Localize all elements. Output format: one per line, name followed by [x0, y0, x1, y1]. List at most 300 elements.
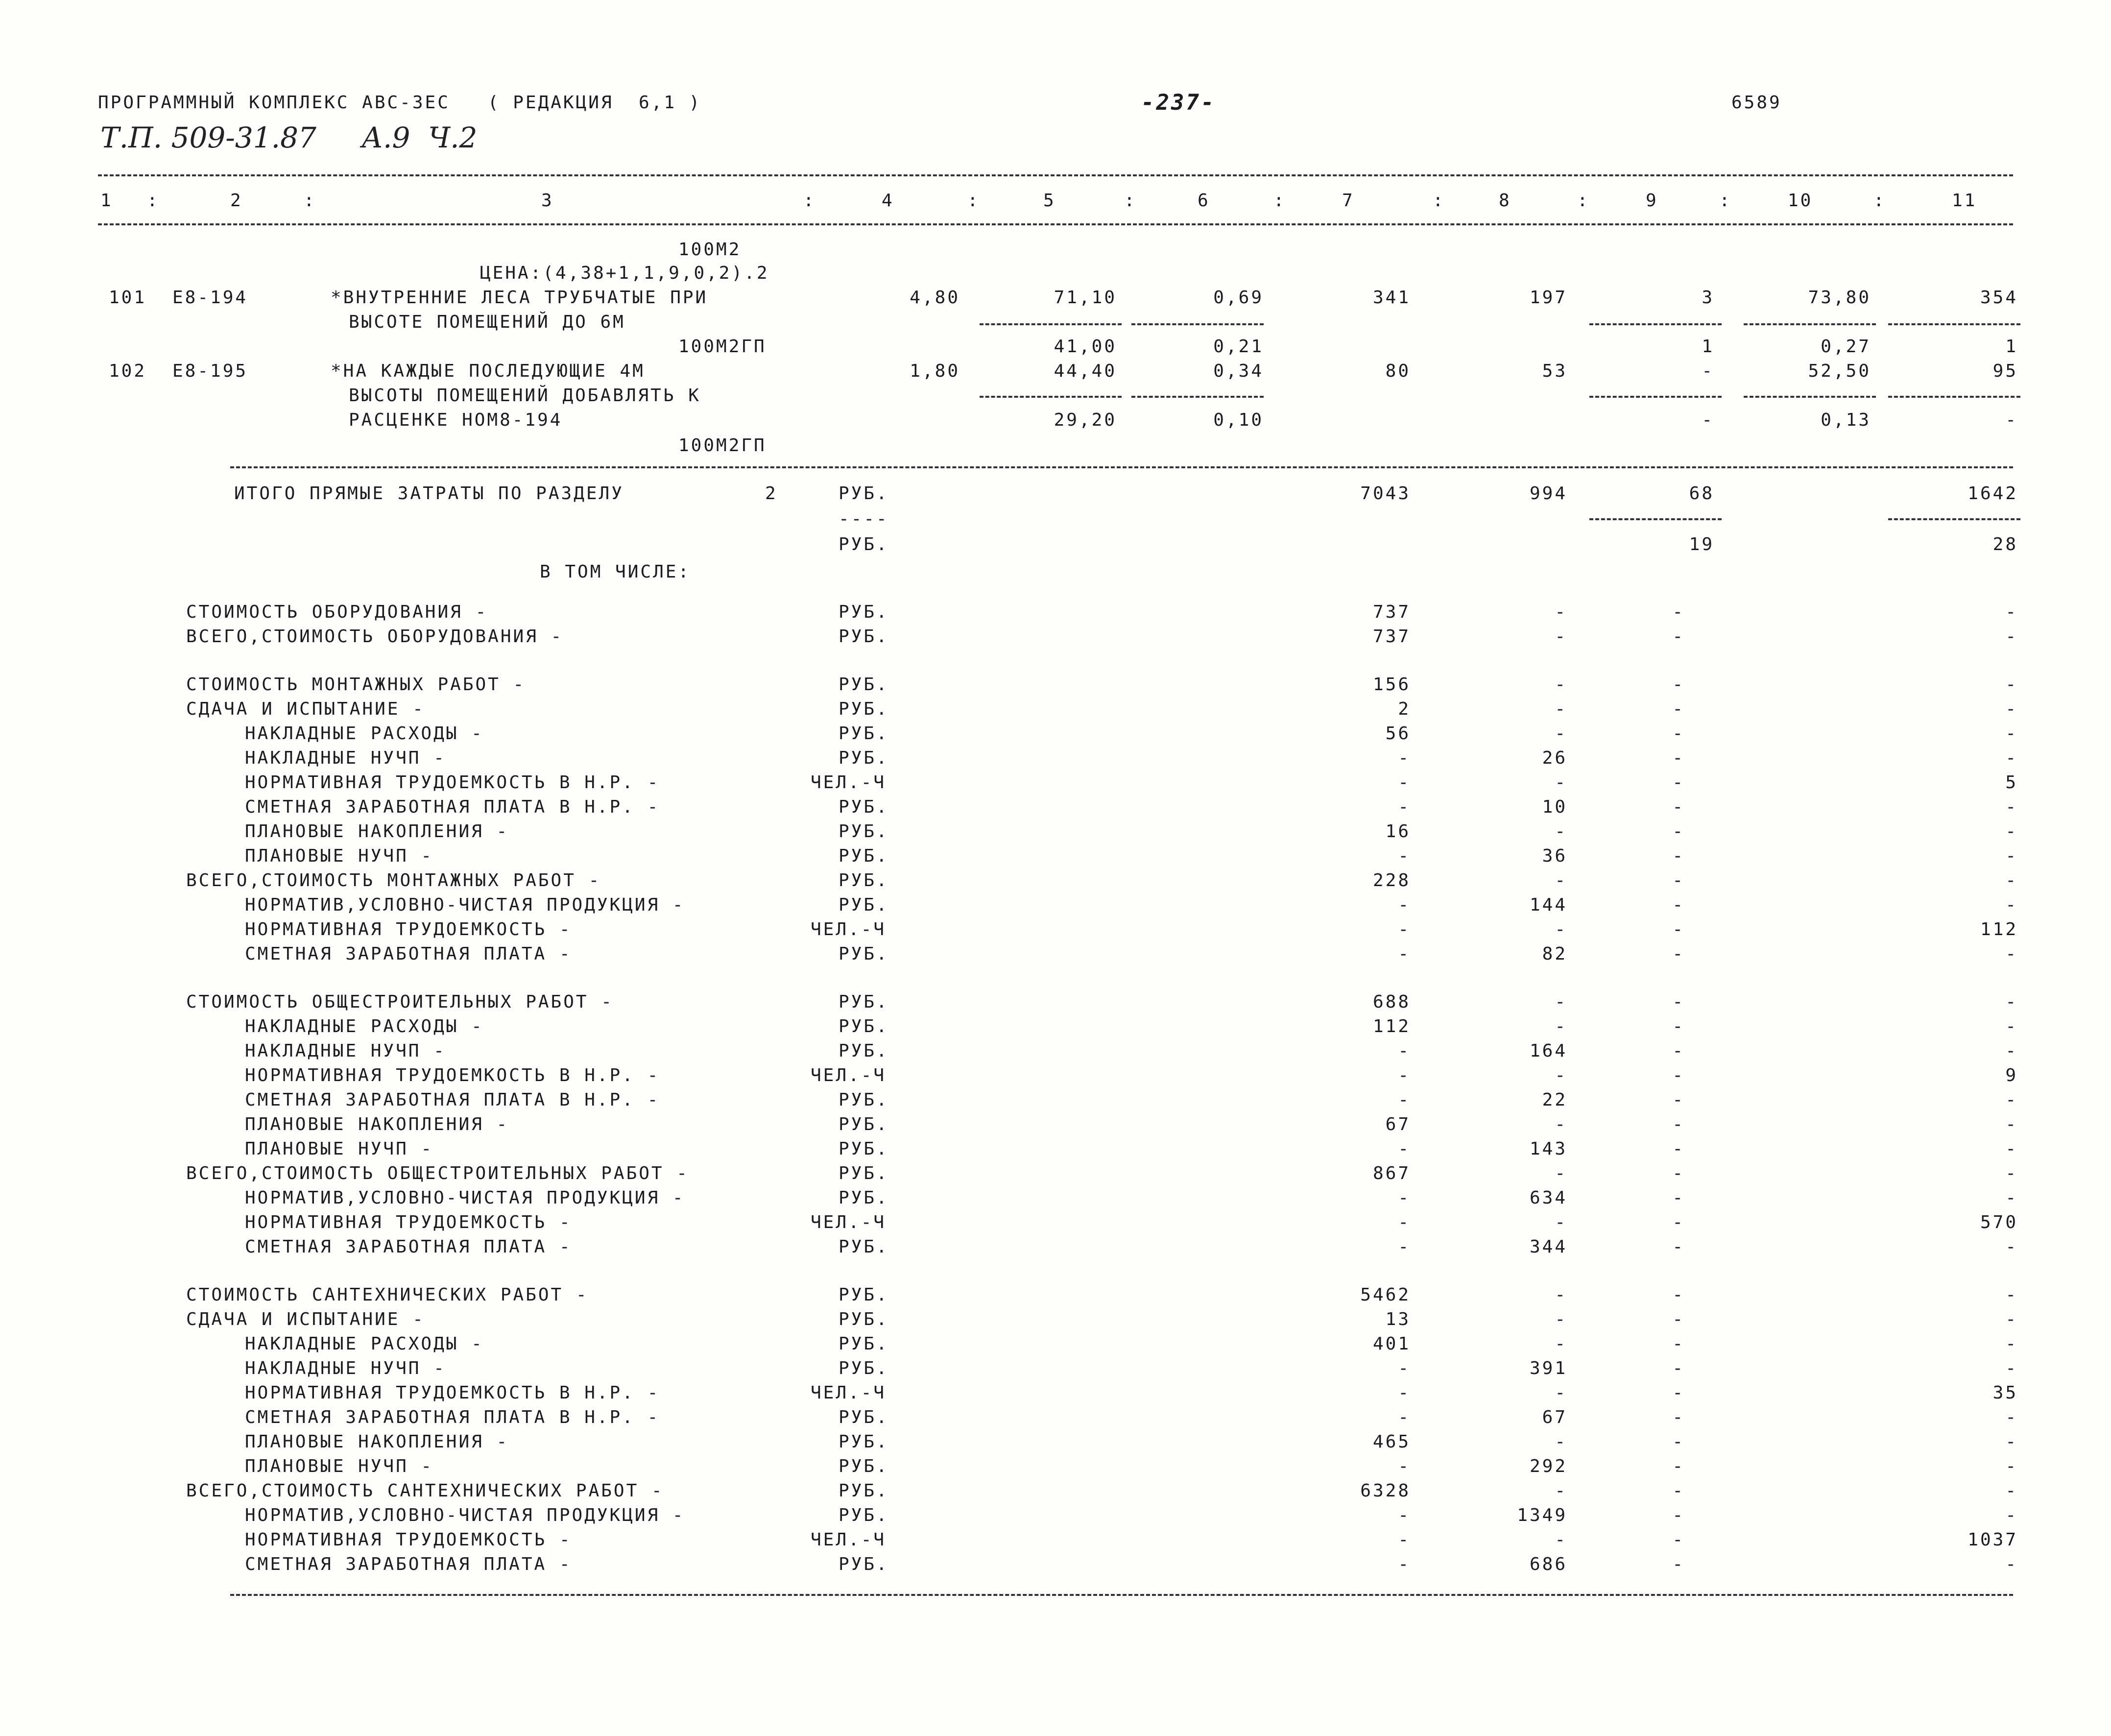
column-number: 8: [1499, 191, 1511, 211]
summary-c8: -: [1555, 1163, 1567, 1183]
total-c11: 1642: [1967, 483, 2018, 504]
summary-c11: -: [2005, 1456, 2018, 1476]
summary-label: СТОИМОСТЬ ОБЩЕСТРОИТЕЛЬНЫХ РАБОТ -: [186, 992, 614, 1012]
summary-c9: -: [1672, 1334, 1685, 1354]
row102-c6b: 0,10: [1213, 410, 1264, 430]
total-unit2: РУБ.: [839, 534, 889, 555]
total-unit-underline: ----: [839, 509, 889, 529]
summary-label: НОРМАТИВНАЯ ТРУДОЕМКОСТЬ -: [245, 1212, 572, 1232]
summary-c8: -: [1555, 772, 1567, 793]
summary-label: СМЕТНАЯ ЗАРАБОТНАЯ ПЛАТА -: [245, 1237, 572, 1257]
summary-label: СМЕТНАЯ ЗАРАБОТНАЯ ПЛАТА В Н.Р. -: [245, 1407, 660, 1427]
summary-c9: -: [1672, 919, 1685, 940]
summary-c11: -: [2005, 675, 2018, 695]
summary-c9: -: [1672, 870, 1685, 891]
total-c9b: 19: [1689, 534, 1714, 555]
summary-unit: РУБ.: [839, 1456, 889, 1476]
summary-c8: -: [1555, 1383, 1567, 1403]
summary-c11: -: [2005, 992, 2018, 1012]
summary-c11: -: [2005, 1139, 2018, 1159]
total-c7: 7043: [1360, 483, 1411, 504]
header-rule: [98, 223, 2013, 225]
summary-c9: -: [1672, 1041, 1685, 1061]
summary-c8: -: [1555, 699, 1567, 719]
summary-c8: -: [1555, 919, 1567, 940]
total-c11-rule: [1888, 518, 2020, 520]
summary-c9: -: [1672, 1554, 1685, 1574]
summary-unit: ЧЕЛ.-Ч: [811, 1530, 887, 1550]
column-separator: :: [147, 191, 160, 211]
summary-c11: -: [2005, 846, 2018, 866]
summary-label: НОРМАТИВНАЯ ТРУДОЕМКОСТЬ В Н.Р. -: [245, 772, 660, 793]
row102-unit: 100М2ГП: [678, 435, 767, 456]
summary-label: НОРМАТИВНАЯ ТРУДОЕМКОСТЬ В Н.Р. -: [245, 1065, 660, 1085]
summary-c7: 16: [1385, 821, 1411, 842]
summary-unit: РУБ.: [839, 944, 889, 964]
summary-unit: РУБ.: [839, 1481, 889, 1501]
summary-unit: ЧЕЛ.-Ч: [811, 919, 887, 940]
row101-c4: 4,80: [910, 288, 960, 308]
summary-label: СТОИМОСТЬ МОНТАЖНЫХ РАБОТ -: [186, 675, 526, 695]
summary-c11: -: [2005, 821, 2018, 842]
summary-c7: 112: [1372, 1016, 1411, 1037]
summary-c8: 634: [1529, 1188, 1567, 1208]
summary-c9: -: [1672, 1114, 1685, 1134]
summary-c11: -: [2005, 895, 2018, 915]
row101-c11b: 1: [2005, 337, 2018, 357]
summary-label: СДАЧА И ИСПЫТАНИЕ -: [186, 699, 425, 719]
summary-label: НАКЛАДНЫЕ РАСХОДЫ -: [245, 1334, 484, 1354]
summary-c11: 9: [2005, 1065, 2018, 1085]
summary-c8: -: [1555, 1481, 1567, 1501]
summary-label: ВСЕГО,СТОИМОСТЬ МОНТАЖНЫХ РАБОТ -: [186, 870, 601, 891]
row102-c10a: 52,50: [1808, 361, 1871, 381]
summary-c11: -: [2005, 1114, 2018, 1134]
summary-c9: -: [1672, 1530, 1685, 1550]
including-label: В ТОМ ЧИСЛЕ:: [540, 562, 691, 582]
row101-c10a: 73,80: [1808, 288, 1871, 308]
summary-label: НОРМАТИВНАЯ ТРУДОЕМКОСТЬ -: [245, 1530, 572, 1550]
summary-c8: 144: [1529, 895, 1567, 915]
summary-c9: -: [1672, 1285, 1685, 1305]
handwritten-project-ref: Т.П. 509-31.87 А.9 Ч.2: [100, 121, 478, 154]
summary-c11: -: [2005, 1309, 2018, 1329]
summary-c11: -: [2005, 1188, 2018, 1208]
summary-c11: -: [2005, 627, 2018, 647]
summary-unit: РУБ.: [839, 992, 889, 1012]
summary-c11: -: [2005, 1554, 2018, 1574]
row102-c9-rule: [1589, 396, 1722, 398]
summary-c11: 570: [1980, 1212, 2018, 1232]
summary-c11: -: [2005, 1505, 2018, 1525]
summary-c8: 22: [1542, 1090, 1567, 1110]
summary-c8: -: [1555, 723, 1567, 744]
summary-unit: ЧЕЛ.-Ч: [811, 1383, 887, 1403]
summary-unit: РУБ.: [839, 627, 889, 647]
summary-c8: -: [1555, 1285, 1567, 1305]
row101-c10b: 0,27: [1821, 337, 1871, 357]
row102-c11b: -: [2005, 410, 2018, 430]
summary-c7: -: [1398, 797, 1411, 817]
row101-c5-rule: [980, 323, 1122, 325]
summary-c9: -: [1672, 675, 1685, 695]
summary-c11: -: [2005, 1016, 2018, 1037]
summary-c11: -: [2005, 1041, 2018, 1061]
summary-label: ПЛАНОВЫЕ НАКОПЛЕНИЯ -: [245, 1114, 509, 1134]
summary-label: НАКЛАДНЫЕ НУЧП -: [245, 1358, 446, 1378]
summary-c7: -: [1398, 1554, 1411, 1574]
summary-label: ВСЕГО,СТОИМОСТЬ ОБЩЕСТРОИТЕЛЬНЫХ РАБОТ -: [186, 1163, 689, 1183]
summary-c8: 164: [1529, 1041, 1567, 1061]
summary-unit: РУБ.: [839, 1505, 889, 1525]
summary-unit: РУБ.: [839, 675, 889, 695]
row101-c8: 197: [1529, 288, 1567, 308]
summary-c9: -: [1672, 1383, 1685, 1403]
row101-c6-rule: [1131, 323, 1264, 325]
summary-c9: -: [1672, 944, 1685, 964]
row101-c6a: 0,69: [1213, 288, 1264, 308]
summary-unit: РУБ.: [839, 1237, 889, 1257]
summary-c7: -: [1398, 1139, 1411, 1159]
summary-c8: 292: [1529, 1456, 1567, 1476]
column-separator: :: [1273, 191, 1286, 211]
row101-code: Е8-194: [172, 288, 248, 308]
summary-label: ПЛАНОВЫЕ НУЧП -: [245, 1139, 434, 1159]
summary-c9: -: [1672, 1163, 1685, 1183]
column-number: 3: [541, 191, 554, 211]
summary-c7: -: [1398, 1065, 1411, 1085]
summary-label: НАКЛАДНЫЕ РАСХОДЫ -: [245, 1016, 484, 1037]
summary-c7: -: [1398, 1237, 1411, 1257]
summary-label: ПЛАНОВЫЕ НУЧП -: [245, 846, 434, 866]
summary-c7: 6328: [1360, 1481, 1411, 1501]
summary-c7: -: [1398, 895, 1411, 915]
row102-c6a: 0,34: [1213, 361, 1264, 381]
summary-label: НАКЛАДНЫЕ НУЧП -: [245, 1041, 446, 1061]
row102-desc3: РАСЦЕНКЕ НОМ8-194: [349, 410, 563, 430]
summary-c11: -: [2005, 870, 2018, 891]
summary-c9: -: [1672, 1309, 1685, 1329]
summary-c7: -: [1398, 772, 1411, 793]
column-separator: :: [1577, 191, 1590, 211]
summary-label: СМЕТНАЯ ЗАРАБОТНАЯ ПЛАТА -: [245, 1554, 572, 1574]
summary-c11: 1037: [1967, 1530, 2018, 1550]
row101-c5a: 71,10: [1054, 288, 1117, 308]
column-number: 1: [100, 191, 113, 211]
summary-c9: -: [1672, 699, 1685, 719]
top-rule: [98, 174, 2013, 176]
summary-c11: -: [2005, 797, 2018, 817]
summary-c8: -: [1555, 1334, 1567, 1354]
summary-c11: -: [2005, 723, 2018, 744]
summary-c7: -: [1398, 748, 1411, 768]
column-number: 4: [882, 191, 894, 211]
row102-num: 102: [109, 361, 147, 381]
summary-c9: -: [1672, 723, 1685, 744]
row102-desc2: ВЫСОТЫ ПОМЕЩЕНИЙ ДОБАВЛЯТЬ К: [349, 386, 701, 406]
summary-unit: РУБ.: [839, 1407, 889, 1427]
summary-c7: 401: [1372, 1334, 1411, 1354]
summary-c9: -: [1672, 1188, 1685, 1208]
summary-unit: РУБ.: [839, 1554, 889, 1574]
summary-c8: -: [1555, 1432, 1567, 1452]
row102-c4: 1,80: [910, 361, 960, 381]
row102-c10-rule: [1744, 396, 1876, 398]
summary-c9: -: [1672, 992, 1685, 1012]
column-number: 9: [1646, 191, 1658, 211]
summary-c7: 737: [1372, 602, 1411, 622]
summary-c8: -: [1555, 1114, 1567, 1134]
summary-unit: РУБ.: [839, 821, 889, 842]
row102-code: Е8-195: [172, 361, 248, 381]
row102-desc1: *НА КАЖДЫЕ ПОСЛЕДУЮЩИЕ 4М: [331, 361, 645, 381]
summary-c8: -: [1555, 675, 1567, 695]
summary-label: ПЛАНОВЫЕ НАКОПЛЕНИЯ -: [245, 821, 509, 842]
summary-c8: -: [1555, 602, 1567, 622]
summary-unit: РУБ.: [839, 1188, 889, 1208]
summary-c8: 344: [1529, 1237, 1567, 1257]
summary-c11: -: [2005, 1285, 2018, 1305]
summary-label: ПЛАНОВЫЕ НАКОПЛЕНИЯ -: [245, 1432, 509, 1452]
summary-label: ПЛАНОВЫЕ НУЧП -: [245, 1456, 434, 1476]
summary-c8: 67: [1542, 1407, 1567, 1427]
column-separator: :: [1433, 191, 1445, 211]
row102-c9a: -: [1702, 361, 1714, 381]
row102-c10b: 0,13: [1821, 410, 1871, 430]
summary-c7: -: [1398, 1383, 1411, 1403]
summary-label: ВСЕГО,СТОИМОСТЬ САНТЕХНИЧЕСКИХ РАБОТ -: [186, 1481, 664, 1501]
row102-c11a: 95: [1992, 361, 2018, 381]
summary-label: ВСЕГО,СТОИМОСТЬ ОБОРУДОВАНИЯ -: [186, 627, 564, 647]
column-number: 2: [230, 191, 243, 211]
summary-c9: -: [1672, 1481, 1685, 1501]
summary-unit: РУБ.: [839, 748, 889, 768]
row101-unit: 100М2ГП: [678, 337, 767, 357]
summary-c7: 156: [1372, 675, 1411, 695]
column-separator: :: [304, 191, 316, 211]
row102-c7: 80: [1385, 361, 1411, 381]
page-number: -237-: [1141, 90, 1216, 115]
summary-c11: 5: [2005, 772, 2018, 793]
row101-c9a: 3: [1702, 288, 1714, 308]
summary-c7: 5462: [1360, 1285, 1411, 1305]
summary-c9: -: [1672, 602, 1685, 622]
total-c9-rule: [1589, 518, 1722, 520]
summary-c11: 112: [1980, 919, 2018, 940]
summary-c7: 465: [1372, 1432, 1411, 1452]
row102-c5b: 29,20: [1054, 410, 1117, 430]
summary-c7: -: [1398, 1456, 1411, 1476]
document-code: 6589: [1731, 93, 1782, 113]
summary-c7: 688: [1372, 992, 1411, 1012]
summary-unit: РУБ.: [839, 1285, 889, 1305]
summary-c9: -: [1672, 1358, 1685, 1378]
summary-c11: -: [2005, 699, 2018, 719]
summary-unit: ЧЕЛ.-Ч: [811, 1212, 887, 1232]
column-separator: :: [1719, 191, 1732, 211]
summary-c8: -: [1555, 992, 1567, 1012]
summary-c11: -: [2005, 1358, 2018, 1378]
summary-c9: -: [1672, 1090, 1685, 1110]
total-section: 2: [765, 483, 778, 504]
row102-c5-rule: [980, 396, 1122, 398]
summary-label: НОРМАТИВ,УСЛОВНО-ЧИСТАЯ ПРОДУКЦИЯ -: [245, 1505, 685, 1525]
column-number: 5: [1043, 191, 1056, 211]
summary-label: НАКЛАДНЫЕ РАСХОДЫ -: [245, 723, 484, 744]
bottom-rule: [230, 1594, 2013, 1596]
summary-c11: -: [2005, 1163, 2018, 1183]
summary-c9: -: [1672, 1432, 1685, 1452]
summary-c7: 56: [1385, 723, 1411, 744]
summary-unit: РУБ.: [839, 1309, 889, 1329]
summary-c7: -: [1398, 1188, 1411, 1208]
total-c11b: 28: [1992, 534, 2018, 555]
summary-c9: -: [1672, 1016, 1685, 1037]
total-c8: 994: [1529, 483, 1567, 504]
column-separator: :: [803, 191, 816, 211]
summary-c8: 26: [1542, 748, 1567, 768]
row101-num: 101: [109, 288, 147, 308]
summary-c7: -: [1398, 1090, 1411, 1110]
summary-c11: -: [2005, 944, 2018, 964]
summary-c9: -: [1672, 1456, 1685, 1476]
summary-c8: -: [1555, 870, 1567, 891]
summary-unit: РУБ.: [839, 1090, 889, 1110]
column-number: 6: [1198, 191, 1210, 211]
summary-c9: -: [1672, 748, 1685, 768]
row101-c9b: 1: [1702, 337, 1714, 357]
summary-unit: РУБ.: [839, 846, 889, 866]
summary-c7: -: [1398, 1358, 1411, 1378]
summary-c7: -: [1398, 1505, 1411, 1525]
summary-c7: -: [1398, 919, 1411, 940]
summary-label: СМЕТНАЯ ЗАРАБОТНАЯ ПЛАТА -: [245, 944, 572, 964]
summary-label: НОРМАТИВНАЯ ТРУДОЕМКОСТЬ -: [245, 919, 572, 940]
row101-c11a: 354: [1980, 288, 2018, 308]
summary-c8: 686: [1529, 1554, 1567, 1574]
summary-c7: -: [1398, 846, 1411, 866]
row101-c10-rule: [1744, 323, 1876, 325]
summary-unit: РУБ.: [839, 723, 889, 744]
summary-unit: РУБ.: [839, 1163, 889, 1183]
summary-c7: -: [1398, 944, 1411, 964]
summary-c11: -: [2005, 1432, 2018, 1452]
total-c9: 68: [1689, 483, 1714, 504]
row102-c6-rule: [1131, 396, 1264, 398]
summary-label: НОРМАТИВ,УСЛОВНО-ЧИСТАЯ ПРОДУКЦИЯ -: [245, 1188, 685, 1208]
summary-c9: -: [1672, 1139, 1685, 1159]
column-number: 7: [1342, 191, 1355, 211]
summary-unit: ЧЕЛ.-Ч: [811, 772, 887, 793]
row102-c11-rule: [1888, 396, 2020, 398]
row101-c6b: 0,21: [1213, 337, 1264, 357]
summary-c7: 228: [1372, 870, 1411, 891]
summary-label: НОРМАТИВНАЯ ТРУДОЕМКОСТЬ В Н.Р. -: [245, 1383, 660, 1403]
row102-c5a: 44,40: [1054, 361, 1117, 381]
summary-c8: 143: [1529, 1139, 1567, 1159]
summary-c9: -: [1672, 797, 1685, 817]
summary-c7: 13: [1385, 1309, 1411, 1329]
summary-unit: РУБ.: [839, 870, 889, 891]
summary-c9: -: [1672, 772, 1685, 793]
summary-c8: -: [1555, 1212, 1567, 1232]
row102-c9b: -: [1702, 410, 1714, 430]
summary-c11: -: [2005, 748, 2018, 768]
summary-c9: -: [1672, 1505, 1685, 1525]
summary-label: СДАЧА И ИСПЫТАНИЕ -: [186, 1309, 425, 1329]
column-number: 10: [1788, 191, 1813, 211]
summary-label: СТОИМОСТЬ ОБОРУДОВАНИЯ -: [186, 602, 488, 622]
column-separator: :: [1873, 191, 1886, 211]
summary-label: СМЕТНАЯ ЗАРАБОТНАЯ ПЛАТА В Н.Р. -: [245, 797, 660, 817]
summary-c8: -: [1555, 1016, 1567, 1037]
summary-c7: 2: [1398, 699, 1411, 719]
total-unit: РУБ.: [839, 483, 889, 504]
price-formula: ЦЕНА:(4,38+1,1,9,0,2).2: [480, 263, 769, 283]
total-label: ИТОГО ПРЯМЫЕ ЗАТРАТЫ ПО РАЗДЕЛУ: [234, 483, 624, 504]
summary-c9: -: [1672, 821, 1685, 842]
summary-unit: РУБ.: [839, 1139, 889, 1159]
summary-c8: -: [1555, 1309, 1567, 1329]
summary-unit: РУБ.: [839, 1114, 889, 1134]
column-separator: :: [967, 191, 980, 211]
summary-c11: -: [2005, 1407, 2018, 1427]
unit-top: 100М2: [678, 240, 742, 260]
summary-c7: 737: [1372, 627, 1411, 647]
program-header: ПРОГРАММНЫЙ КОМПЛЕКС АВС-3ЕС ( РЕДАКЦИЯ 6,1 ): [98, 93, 702, 113]
summary-c9: -: [1672, 1065, 1685, 1085]
summary-c11: -: [2005, 602, 2018, 622]
summary-c11: -: [2005, 1090, 2018, 1110]
row101-c9-rule: [1589, 323, 1722, 325]
summary-c7: -: [1398, 1041, 1411, 1061]
summary-unit: РУБ.: [839, 699, 889, 719]
column-number: 11: [1952, 191, 1977, 211]
summary-c9: -: [1672, 846, 1685, 866]
row101-c7: 341: [1372, 288, 1411, 308]
summary-c11: -: [2005, 1334, 2018, 1354]
summary-unit: РУБ.: [839, 1016, 889, 1037]
summary-c7: -: [1398, 1212, 1411, 1232]
row101-c5b: 41,00: [1054, 337, 1117, 357]
summary-unit: РУБ.: [839, 797, 889, 817]
summary-unit: РУБ.: [839, 602, 889, 622]
summary-c7: 67: [1385, 1114, 1411, 1134]
summary-label: НАКЛАДНЫЕ НУЧП -: [245, 748, 446, 768]
row101-desc1: *ВНУТРЕННИЕ ЛЕСА ТРУБЧАТЫЕ ПРИ: [331, 288, 708, 308]
summary-unit: РУБ.: [839, 1334, 889, 1354]
summary-c9: -: [1672, 895, 1685, 915]
summary-c8: 82: [1542, 944, 1567, 964]
summary-c8: 391: [1529, 1358, 1567, 1378]
summary-c11: -: [2005, 1481, 2018, 1501]
summary-c8: -: [1555, 821, 1567, 842]
summary-unit: РУБ.: [839, 1432, 889, 1452]
summary-unit: РУБ.: [839, 1041, 889, 1061]
summary-c9: -: [1672, 1212, 1685, 1232]
summary-c8: 10: [1542, 797, 1567, 817]
summary-c9: -: [1672, 1237, 1685, 1257]
summary-c7: -: [1398, 1530, 1411, 1550]
summary-c7: 867: [1372, 1163, 1411, 1183]
summary-label: СТОИМОСТЬ САНТЕХНИЧЕСКИХ РАБОТ -: [186, 1285, 589, 1305]
summary-label: НОРМАТИВ,УСЛОВНО-ЧИСТАЯ ПРОДУКЦИЯ -: [245, 895, 685, 915]
summary-label: СМЕТНАЯ ЗАРАБОТНАЯ ПЛАТА В Н.Р. -: [245, 1090, 660, 1110]
column-separator: :: [1124, 191, 1137, 211]
summary-c8: -: [1555, 627, 1567, 647]
summary-c8: 1349: [1517, 1505, 1567, 1525]
summary-unit: РУБ.: [839, 895, 889, 915]
